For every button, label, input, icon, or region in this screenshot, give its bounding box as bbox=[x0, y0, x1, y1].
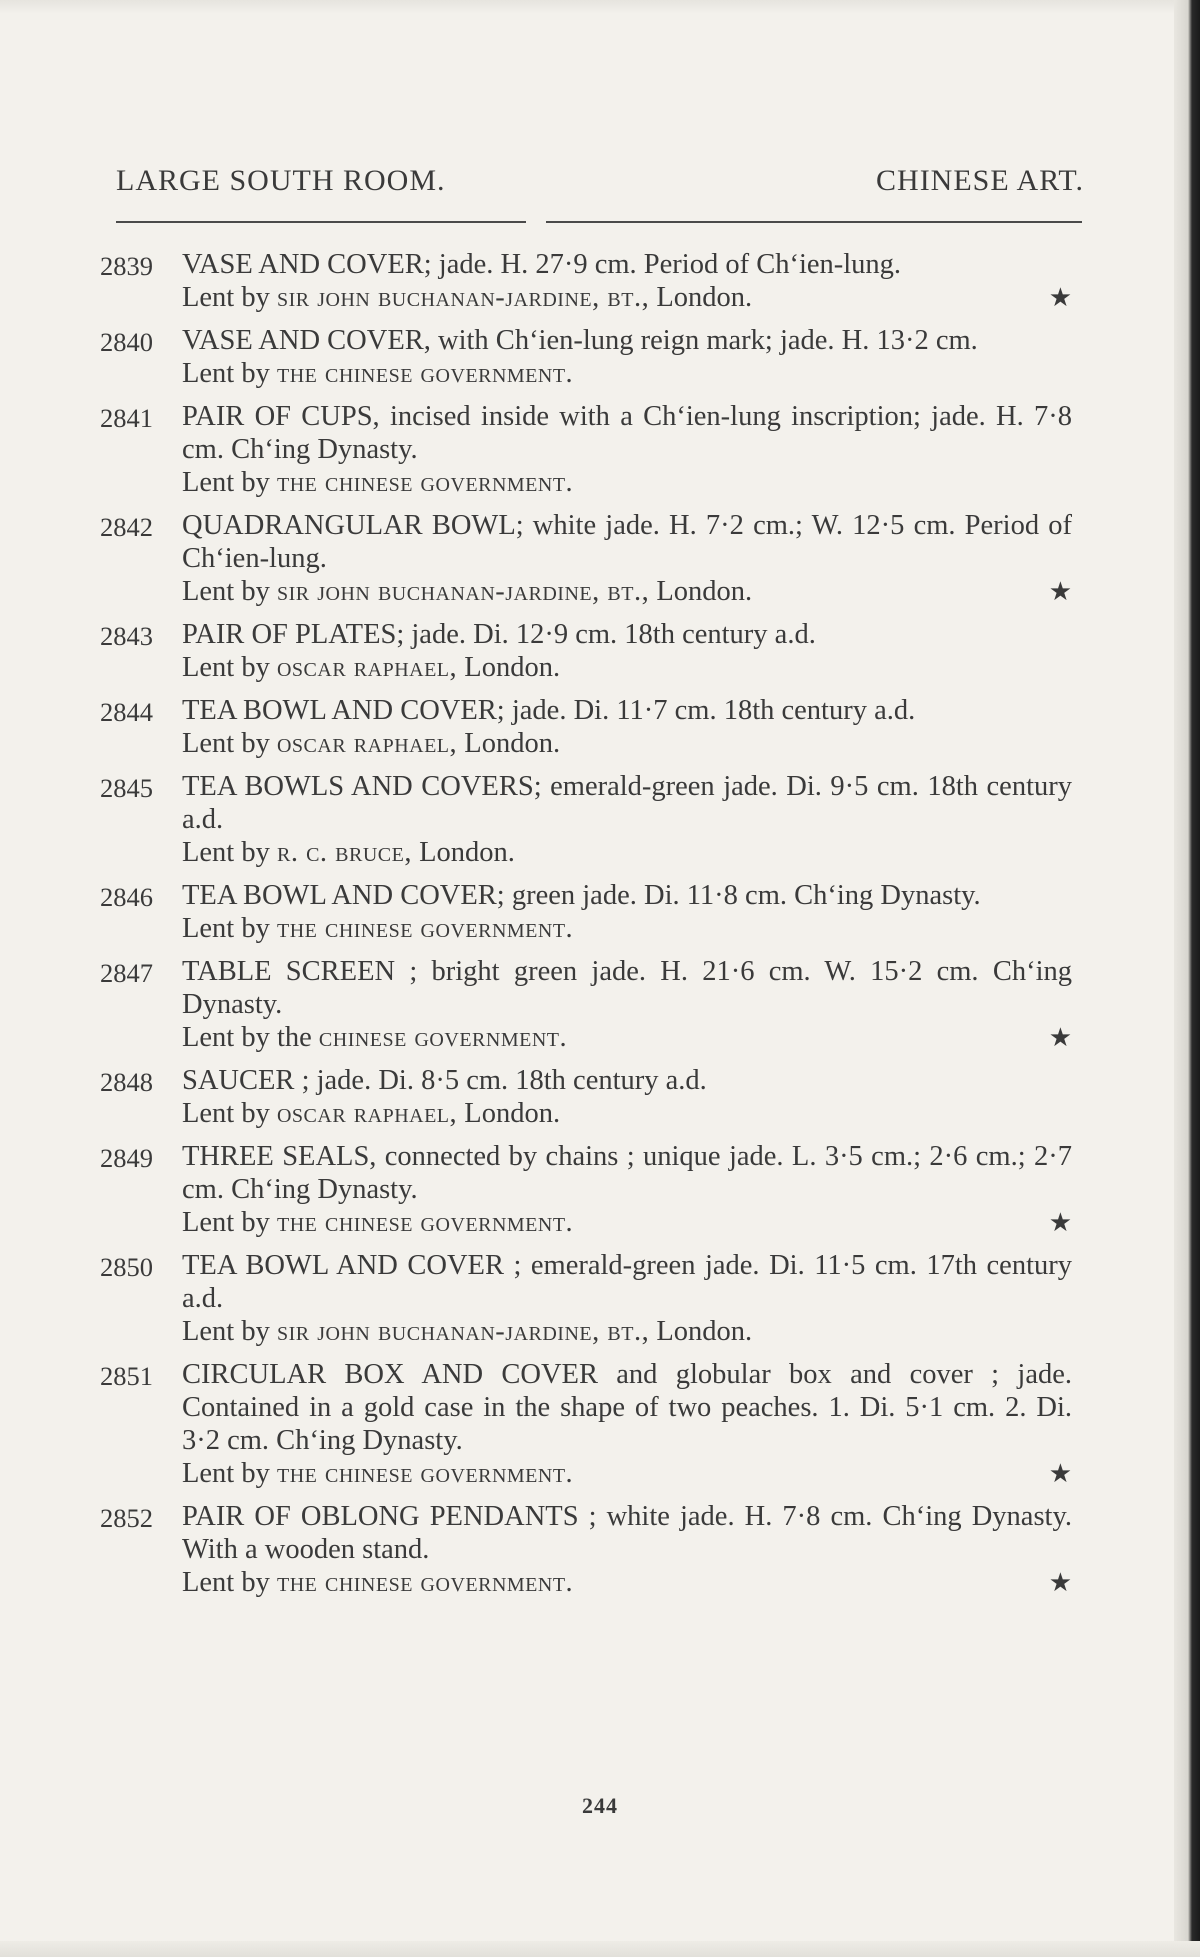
lender-city: London. bbox=[656, 576, 753, 607]
entry-lender-line bbox=[182, 466, 1082, 499]
entry-description: PAIR OF PLATES; jade. Di. 12·9 cm. 18th century a.d. bbox=[182, 619, 816, 650]
star-icon: ★ bbox=[1048, 577, 1072, 606]
entry-number: 2842 bbox=[100, 512, 153, 542]
lent-prefix: Lent by bbox=[182, 837, 270, 868]
catalogue-entries bbox=[100, 248, 1082, 1609]
entry-number: 2852 bbox=[100, 1503, 153, 1533]
catalogue-entry bbox=[100, 1500, 1082, 1599]
catalogue-entry bbox=[100, 1249, 1082, 1348]
lender-name: the chinese government. bbox=[276, 1458, 574, 1489]
entry-description: SAUCER ; jade. Di. 8·5 cm. 18th century a.d. bbox=[182, 1065, 707, 1096]
catalogue-entry bbox=[100, 770, 1082, 869]
entry-number: 2841 bbox=[100, 403, 153, 433]
entry-lender-line bbox=[182, 1457, 1082, 1490]
lent-prefix: Lent by bbox=[182, 1098, 270, 1129]
entry-number: 2844 bbox=[100, 697, 153, 727]
entry-description: PAIR OF CUPS, incised inside with a Ch‘ien-lung inscription; jade. H. 7·8 cm. Ch‘ing Dynasty. bbox=[182, 401, 1072, 465]
page-edge-right bbox=[1174, 0, 1200, 1957]
catalogue-entry bbox=[100, 955, 1082, 1054]
catalogue-entry bbox=[100, 1358, 1082, 1490]
page-edge-top bbox=[0, 0, 1180, 14]
lent-prefix: Lent by bbox=[182, 282, 270, 313]
entry-description: TEA BOWL AND COVER ; emerald-green jade. Di. 11·5 cm. 17th century a.d. bbox=[182, 1250, 1072, 1314]
catalogue-entry bbox=[100, 879, 1082, 945]
lender-name: the chinese government. bbox=[276, 467, 574, 498]
star-icon: ★ bbox=[1048, 1208, 1072, 1237]
catalogue-entry bbox=[100, 248, 1082, 314]
entry-lender-line bbox=[182, 575, 1082, 608]
lender-name: sir john buchanan-jardine, bt., bbox=[276, 576, 650, 607]
entry-number: 2851 bbox=[100, 1361, 153, 1391]
entry-description: TABLE SCREEN ; bright green jade. H. 21·6 cm. W. 15·2 cm. Ch‘ing Dynasty. bbox=[182, 956, 1072, 1020]
lent-prefix: Lent by bbox=[182, 1316, 270, 1347]
entry-lender-line bbox=[182, 1097, 1082, 1130]
lender-city: London. bbox=[464, 728, 561, 759]
lent-prefix: Lent by bbox=[182, 1458, 270, 1489]
lender-name: the chinese government. bbox=[276, 1567, 574, 1598]
catalogue-entry bbox=[100, 324, 1082, 390]
entry-lender-line bbox=[182, 912, 1082, 945]
header-room-title: LARGE SOUTH ROOM. bbox=[116, 164, 446, 197]
catalogue-entry bbox=[100, 400, 1082, 499]
lent-prefix: Lent by bbox=[182, 1567, 270, 1598]
lender-city: London. bbox=[656, 282, 753, 313]
page-number: 244 bbox=[582, 1793, 618, 1818]
entry-lender-line bbox=[182, 1206, 1082, 1239]
entry-lender-line bbox=[182, 357, 1082, 390]
lent-prefix: Lent by the bbox=[182, 1022, 312, 1053]
entry-number: 2847 bbox=[100, 958, 153, 988]
header-rule-left bbox=[116, 221, 526, 223]
lender-name: the chinese government. bbox=[276, 913, 574, 944]
catalogue-entry bbox=[100, 509, 1082, 608]
lent-prefix: Lent by bbox=[182, 1207, 270, 1238]
entry-lender-line bbox=[182, 1566, 1082, 1599]
lent-prefix: Lent by bbox=[182, 576, 270, 607]
lender-name: sir john buchanan-jardine, bt., bbox=[276, 282, 650, 313]
lender-city: London. bbox=[464, 652, 561, 683]
lent-prefix: Lent by bbox=[182, 652, 270, 683]
lender-city: London. bbox=[656, 1316, 753, 1347]
header-section-title: CHINESE ART. bbox=[876, 164, 1084, 197]
page-edge-bottom bbox=[0, 1941, 1200, 1957]
entry-description: QUADRANGULAR BOWL; white jade. H. 7·2 cm.; W. 12·5 cm. Period of Ch‘ien-lung. bbox=[182, 510, 1072, 574]
entry-description: VASE AND COVER; jade. H. 27·9 cm. Period of Ch‘ien-lung. bbox=[182, 249, 902, 280]
star-icon: ★ bbox=[1048, 283, 1072, 312]
catalogue-entry bbox=[100, 1140, 1082, 1239]
lender-name: the chinese government. bbox=[276, 358, 574, 389]
entry-lender-line bbox=[182, 836, 1082, 869]
lender-name: oscar raphael, bbox=[276, 1098, 458, 1129]
entry-number: 2845 bbox=[100, 773, 153, 803]
lender-name: chinese government. bbox=[318, 1022, 568, 1053]
catalogue-entry bbox=[100, 1064, 1082, 1130]
entry-number: 2848 bbox=[100, 1067, 153, 1097]
lender-name: the chinese government. bbox=[276, 1207, 574, 1238]
lent-prefix: Lent by bbox=[182, 913, 270, 944]
entry-lender-line bbox=[182, 727, 1082, 760]
entry-description: TEA BOWL AND COVER; green jade. Di. 11·8 cm. Ch‘ing Dynasty. bbox=[182, 880, 981, 911]
entry-description: CIRCULAR BOX AND COVER and globular box and cover ; jade. Contained in a gold case in the shape of two peaches. 1. Di. 5·1 cm. 2. Di. 3·2 cm. Ch‘ing Dynasty. bbox=[182, 1359, 1072, 1456]
entry-number: 2839 bbox=[100, 251, 153, 281]
lender-name: oscar raphael, bbox=[276, 728, 458, 759]
entry-description: PAIR OF OBLONG PENDANTS ; white jade. H. 7·8 cm. Ch‘ing Dynasty. With a wooden stand. bbox=[182, 1501, 1072, 1565]
entry-number: 2843 bbox=[100, 621, 153, 651]
header-rule-right bbox=[546, 221, 1082, 223]
entry-lender-line bbox=[182, 1021, 1082, 1054]
lender-name: sir john buchanan-jardine, bt., bbox=[276, 1316, 650, 1347]
star-icon: ★ bbox=[1048, 1568, 1072, 1597]
lender-city: London. bbox=[419, 837, 515, 868]
entry-number: 2846 bbox=[100, 882, 153, 912]
lent-prefix: Lent by bbox=[182, 358, 270, 389]
entry-description: TEA BOWLS AND COVERS; emerald-green jade. Di. 9·5 cm. 18th century a.d. bbox=[182, 771, 1072, 835]
entry-number: 2850 bbox=[100, 1252, 153, 1282]
catalogue-entry bbox=[100, 618, 1082, 684]
entry-number: 2849 bbox=[100, 1143, 153, 1173]
entry-lender-line bbox=[182, 1315, 1082, 1348]
lender-name: r. c. bruce, bbox=[276, 837, 412, 868]
catalogue-entry bbox=[100, 694, 1082, 760]
lender-name: oscar raphael, bbox=[276, 652, 458, 683]
entry-description: THREE SEALS, connected by chains ; unique jade. L. 3·5 cm.; 2·6 cm.; 2·7 cm. Ch‘ing Dynasty. bbox=[182, 1141, 1072, 1205]
lent-prefix: Lent by bbox=[182, 728, 270, 759]
entry-description: VASE AND COVER, with Ch‘ien-lung reign mark; jade. H. 13·2 cm. bbox=[182, 325, 978, 356]
entry-lender-line bbox=[182, 651, 1082, 684]
star-icon: ★ bbox=[1048, 1023, 1072, 1052]
star-icon: ★ bbox=[1048, 1459, 1072, 1488]
entry-lender-line bbox=[182, 281, 1082, 314]
entry-description: TEA BOWL AND COVER; jade. Di. 11·7 cm. 18th century a.d. bbox=[182, 695, 916, 726]
lent-prefix: Lent by bbox=[182, 467, 270, 498]
lender-city: London. bbox=[464, 1098, 561, 1129]
entry-number: 2840 bbox=[100, 327, 153, 357]
